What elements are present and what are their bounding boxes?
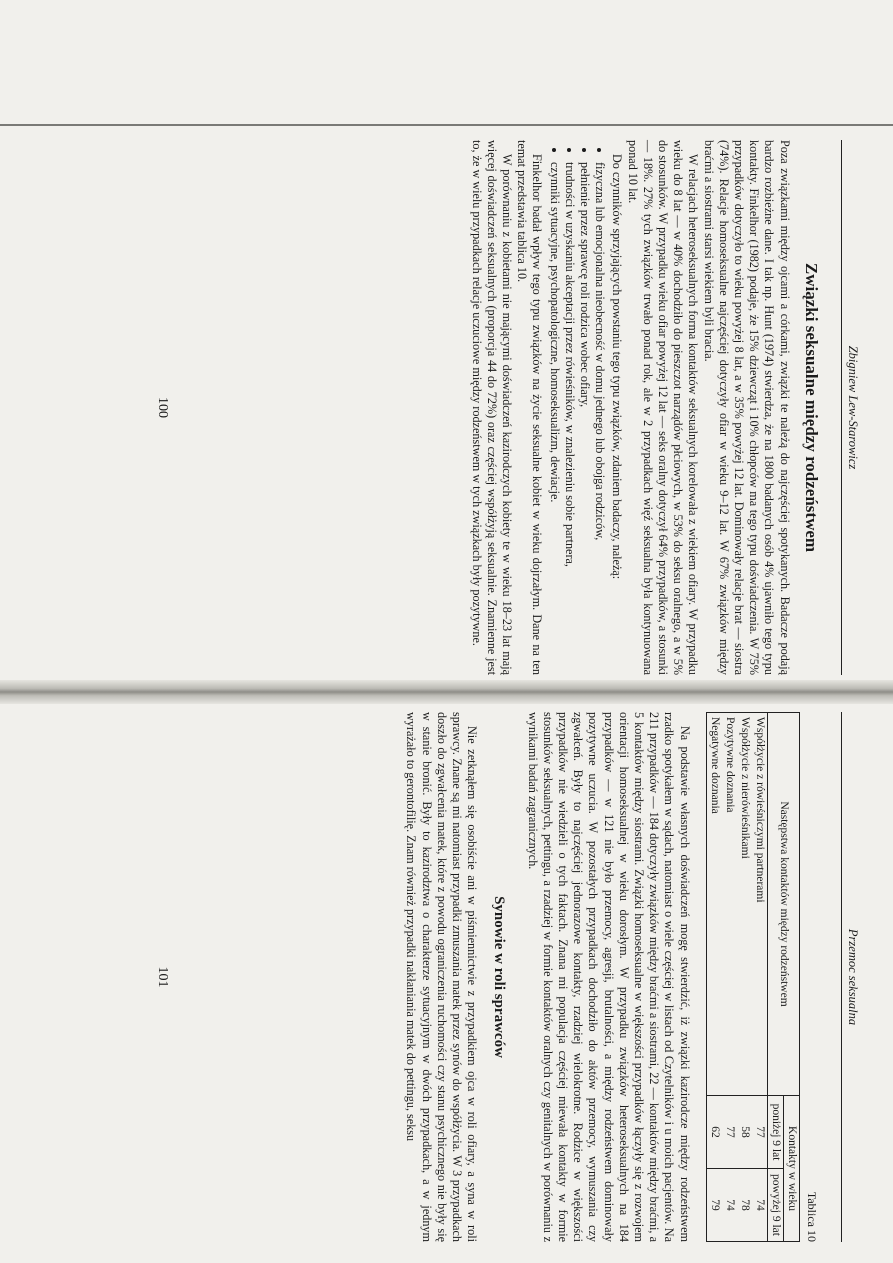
list-item: • trudności w uzyskaniu akceptacji przez rówieśników, w znalezieniu sobie partnera, bbox=[562, 162, 577, 675]
table-cell: Negatywne doznania bbox=[706, 713, 722, 1096]
paragraph: Nie zetknąłem się osobiście ani w piśmiennictwie z przypadkiem ojca w roli ofiary, a syna w roli sprawcy. Znane są mi natomiast przypadki zmuszania matek przez synów do współżycia. W 3 przypadkach doszło do zgwałcenia matek, które z powodu ograniczenia ruchomości czy stanu psychicznego nie były się w stanie bronić. Były to kazirodztwa o charakterze sytuacyjnym w dwóch przypadkach, a w jednym wyrażało to gerontofilię. Znam również przypadki nakłaniania matek do pettingu, seksu bbox=[404, 712, 480, 1242]
table-cell: 74 bbox=[752, 1169, 768, 1242]
list-item: • fizyczna lub emocjonalna nieobecność w domu jednego lub obojga rodziców, bbox=[592, 162, 607, 675]
running-header: Zbigniew Lew-Starowicz bbox=[841, 140, 860, 675]
paragraph: Do czynników sprzyjających powstaniu tego typu związków, zdaniem badaczy, należą: bbox=[610, 154, 625, 580]
book-gutter bbox=[0, 680, 893, 704]
page-101 bbox=[60, 712, 860, 1242]
table-cell: Pozytywne doznania bbox=[722, 713, 737, 1096]
table-title: Tablica 10 bbox=[804, 1191, 819, 1242]
table-cell: 62 bbox=[706, 1096, 722, 1169]
table-header: poniżej 9 lat bbox=[767, 1096, 783, 1169]
paragraph: W porównaniu z kobietami nie mającymi doświadczeń kazirodczych kobiety te w wieku 18–23 lat mają więcej doświadczeń seksualnych (proporcja 44 do 72%) oraz częściej współżyją seksualnie. Znamienne jest to, że w wielu przypadkach relacje uczuciowe między rodzeństwem w tych związkach były pozytywne. bbox=[469, 140, 514, 675]
table-header: Następstwa kontaktów między rodzeństwem bbox=[767, 713, 799, 1096]
paragraph: Na podstawie własnych doświadczeń mogę stwierdzić, iż związki kazirodcze między rodzeństwem rzadko spotykałem w sądach, natomiast o wiele częściej w listach od Czytelników i u moich pacjentów. Na 211 przypadków — 184 dotyczyły związków między braćmi a siostrami, 22 — kontaktów między braćmi, a 5 kontaktów między siostrami. Związki homoseksualne w większości przypadków łączyły się z rozwojem orientacji homoseksualnej w wieku dorosłym. W przypadku związków heteroseksualnych na 184 przypadków — w 121 nie było przemocy, agresji, brutalności, a między rodzeństwem dominowały pozytywne uczucia. W pozostałych przypadkach dochodziło do aktów przemocy, wymuszania czy zgwałceń. Były to najczęściej jednorazowe kontakty, rzadziej wielokrotne. Rodzice w większości przypadków nie wiedzieli o tych faktach. Znana mi populacja częściej miewała kontakty w formie stosunków seksualnych, pettingu, a rzadziej w formie kontaktów oralnych czy genitalnych w porównaniu z wynikami badań zagranicznych. bbox=[525, 712, 692, 1242]
table-cell: 58 bbox=[737, 1096, 752, 1169]
list-item: • czynniki sytuacyjne, psychopatologiczne, homoseksualizm, dewiacje. bbox=[546, 162, 561, 675]
paragraph: Finkelhor badał wpływ tego typu związków na życie seksualne kobiet w wieku dojrzałym. Dane na ten temat przedstawia tablica 10. bbox=[515, 140, 545, 675]
table-row bbox=[722, 713, 737, 1242]
table-cell: 79 bbox=[706, 1169, 722, 1242]
running-header: Przemoc seksualna bbox=[841, 712, 860, 1242]
page-number: 101 bbox=[155, 966, 170, 988]
table-cell: 77 bbox=[752, 1096, 768, 1169]
paragraph: W relacjach heteroseksualnych forma kontaktów seksualnych korelowała z wiekiem ofiary. W przypadku wieku do 8 lat — w 40% dochodziło do pieszczot narządów płciowych, w 53% do seksu oralnego, a w 5% do stosunków. W przypadku wieku ofiar powyżej 12 lat — seks oralny dotyczył 64% przypadków, a stosunki — 18%. 27% tych związków trwało ponad rok, ale w 2 przypadkach więź seksualna była kontynuowana ponad 10 lat. bbox=[625, 140, 701, 675]
page-number: 100 bbox=[155, 397, 170, 418]
table-cell: Współżycie z nierówieśnikami bbox=[737, 713, 752, 1096]
table-header: Kontakty w wieku bbox=[783, 1096, 799, 1242]
section-title: Synowie w roli sprawców bbox=[491, 896, 508, 1058]
table-cell: Współżycie z rówieśniczymi partnerami bbox=[752, 713, 768, 1096]
paragraph: Poza związkami między ojcami a córkami, związki te należą do najczęściej spotykanych. Badacze podają bardzo rozbieżne dane. I tak np. Hunt (1974) stwierdza, że na 1800 badanych osób 4% ujawniło tego typu kontakty. Finkelhor (1982) podaje, że 15% dziewcząt i 10% chłopców ma tego typu doświadczenia. W 75% przypadków dotyczyło to wieku powyżej 8 lat, a w 35% powyżej 12 lat. Dominowały relacje brat — siostra (74%). Relacje homoseksualne najczęściej dotyczyły ofiar w wieku 9–12 lat. W 67% związków między braćmi a siostrami starsi wiekiem byli bracia. bbox=[701, 140, 792, 675]
page-100 bbox=[60, 140, 860, 675]
table-cell: 78 bbox=[737, 1169, 752, 1242]
factor-list bbox=[546, 140, 607, 675]
table-header: powyżej 9 lat bbox=[767, 1169, 783, 1242]
table-row bbox=[737, 713, 752, 1242]
data-table bbox=[706, 712, 800, 1242]
scan-edge-line bbox=[0, 124, 893, 126]
table-cell: 74 bbox=[722, 1169, 737, 1242]
table-row bbox=[706, 713, 722, 1242]
table-cell: 77 bbox=[722, 1096, 737, 1169]
table-row bbox=[752, 713, 768, 1242]
section-title: Związki seksualne między rodzeństwem bbox=[801, 262, 821, 553]
list-item: • pełnienie przez sprawcę roli rodzica wobec ofiary, bbox=[577, 162, 592, 675]
